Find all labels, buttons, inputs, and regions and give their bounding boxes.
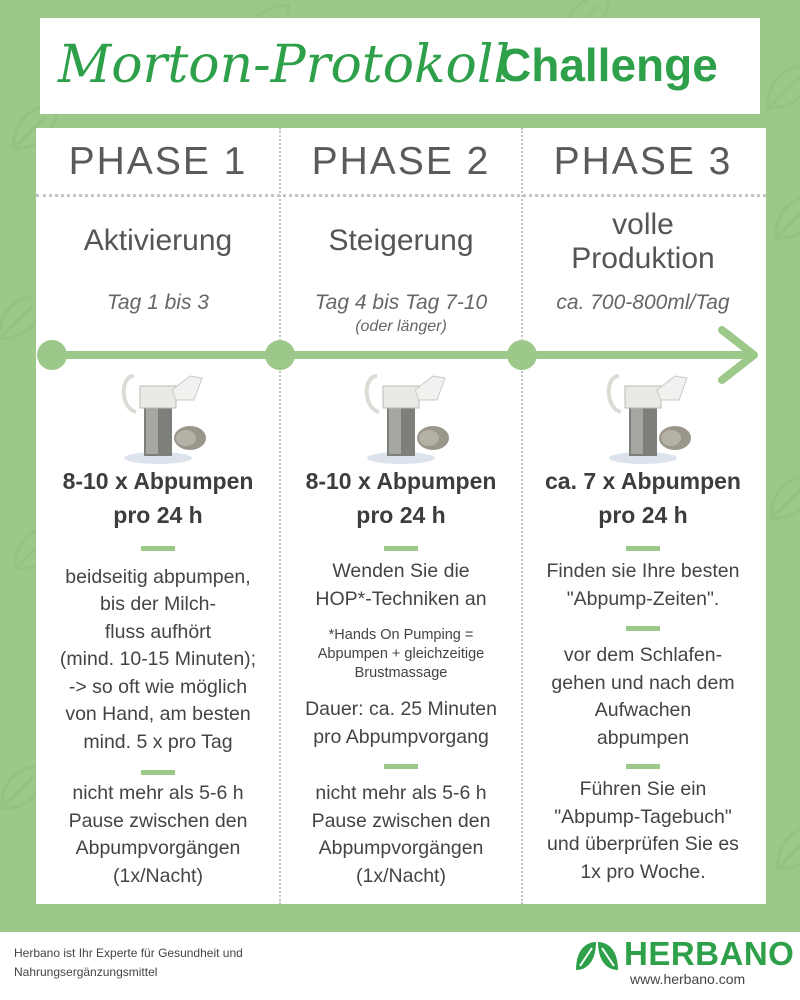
brand-logo-text: HERBANO [624, 935, 795, 972]
phase-column-3 [523, 128, 763, 904]
instruction-line: abpumpen [596, 727, 690, 749]
pause-line: Abpumpvorgängen [318, 837, 484, 859]
phase-period-note: (oder länger) [355, 318, 447, 335]
duration-line: Dauer: ca. 25 Minuten [305, 698, 497, 720]
phase-name: Steigerung [328, 224, 474, 257]
herbano-leaf-logo-icon [574, 938, 620, 972]
section-divider [626, 546, 660, 551]
frequency-line-2: pro 24 h [113, 502, 203, 528]
instruction-line: vor dem Schlafen- [563, 644, 723, 666]
phases-panel [36, 128, 766, 904]
phase-label: PHASE 1 [68, 140, 248, 183]
pause-line: Pause zwischen den [311, 810, 491, 832]
frequency-line-1: ca. 7 x Abpumpen [545, 468, 741, 494]
instruction-line: von Hand, am besten [65, 703, 251, 725]
phase-name: volle [612, 208, 674, 241]
footnote-line: Abpumpen + gleichzeitige [317, 646, 485, 662]
diary-line: 1x pro Woche. [580, 861, 706, 883]
instruction-line: Wenden Sie die [332, 560, 470, 582]
phase-period: ca. 700-800ml/Tag [556, 291, 730, 314]
phase-name: Aktivierung [83, 224, 233, 257]
breast-pump-icon [106, 366, 216, 466]
phase-period: Tag 4 bis Tag 7-10 [314, 291, 488, 314]
instruction-line: Finden sie Ihre besten [546, 560, 740, 582]
breast-pump-icon [591, 366, 701, 466]
diary-line: Führen Sie ein [579, 778, 707, 800]
pause-line: Pause zwischen den [68, 810, 248, 832]
footer-text-line: Herbano ist Ihr Experte für Gesundheit und [14, 946, 243, 960]
phase-name: Produktion [571, 242, 715, 275]
frequency-line-2: pro 24 h [356, 502, 446, 528]
pause-line: (1x/Nacht) [113, 865, 203, 887]
footnote-line: Brustmassage [354, 665, 448, 681]
pause-line: nicht mehr als 5-6 h [315, 782, 487, 804]
footer-text-line: Nahrungsergänzungsmittel [14, 965, 158, 979]
frequency-line-2: pro 24 h [598, 502, 688, 528]
leaf-decoration-icon [762, 60, 800, 114]
brand-url[interactable]: www.herbano.com [630, 971, 746, 987]
title-bold-text: Challenge [498, 39, 718, 91]
title-script-text: Morton-Protokoll [58, 35, 511, 95]
section-divider [141, 770, 175, 775]
pause-line: (1x/Nacht) [356, 865, 446, 887]
phase-label: PHASE 2 [311, 140, 491, 183]
leaf-decoration-icon [772, 820, 800, 874]
instruction-line: beidseitig abpumpen, [65, 566, 251, 588]
section-divider [626, 764, 660, 769]
instruction-line: (mind. 10-15 Minuten); [59, 648, 257, 670]
pause-line: nicht mehr als 5-6 h [72, 782, 244, 804]
phase-period: Tag 1 bis 3 [107, 291, 209, 314]
instruction-line: -> so oft wie möglich [68, 676, 248, 698]
instruction-line: "Abpump-Zeiten". [566, 588, 720, 610]
instruction-line: fluss aufhört [104, 621, 212, 643]
instruction-line: Aufwachen [594, 699, 692, 721]
leaf-decoration-icon [766, 470, 800, 524]
section-divider [384, 546, 418, 551]
title-banner [40, 18, 760, 114]
phase-label: PHASE 3 [553, 140, 733, 183]
phase-column-2 [281, 128, 521, 904]
instruction-line: bis der Milch- [100, 593, 216, 615]
diary-line: "Abpump-Tagebuch" [554, 806, 732, 828]
section-divider [384, 764, 418, 769]
section-divider [626, 626, 660, 631]
frequency-line-1: 8-10 x Abpumpen [305, 468, 497, 494]
instruction-line: gehen und nach dem [551, 672, 735, 694]
footer-description [14, 944, 344, 982]
pause-line: Abpumpvorgängen [75, 837, 241, 859]
leaf-decoration-icon [770, 190, 800, 244]
instruction-line: mind. 5 x pro Tag [83, 731, 233, 753]
section-divider [141, 546, 175, 551]
diary-line: und überprüfen Sie es [547, 833, 739, 855]
frequency-line-1: 8-10 x Abpumpen [62, 468, 254, 494]
breast-pump-icon [349, 366, 459, 466]
phase-column-1 [38, 128, 278, 904]
instruction-line: HOP*-Techniken an [315, 588, 487, 610]
footnote-line: *Hands On Pumping = [328, 627, 474, 643]
duration-line: pro Abpumpvorgang [313, 726, 489, 748]
